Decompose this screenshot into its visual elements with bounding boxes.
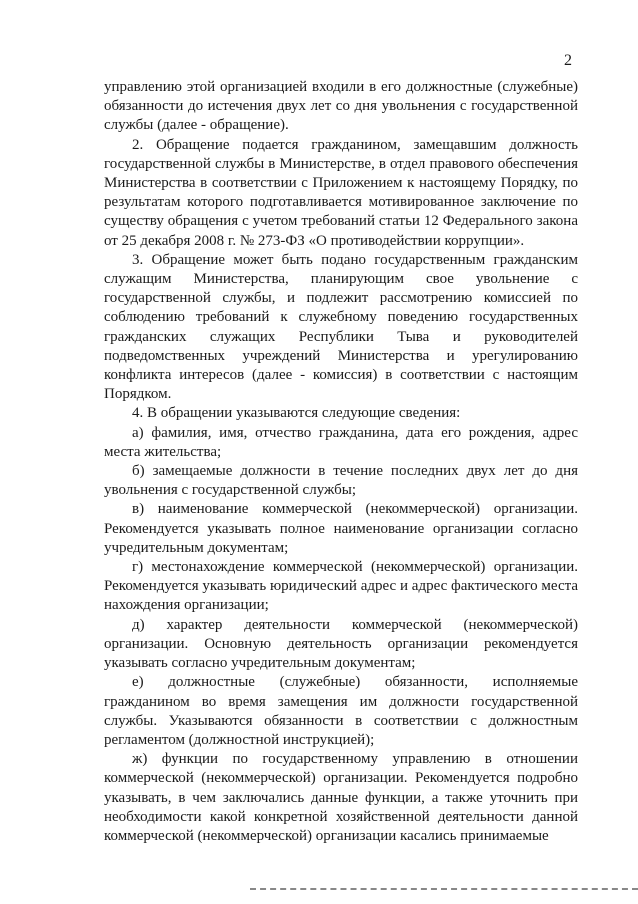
subitem-g: г) местонахождение коммерческой (некоммерческой) организации. Рекомендуется указывать юридический адрес и адрес фактического места нахождения организации; bbox=[104, 559, 578, 614]
page-number: 2 bbox=[564, 52, 572, 69]
document-body bbox=[104, 78, 578, 846]
paragraph-item-3: 3. Обращение может быть подано государственным гражданским служащим Министерства, планирующим свое увольнение с государственной службы, и подлежит рассмотрению комиссией по соблюдению требований к служебному поведению государственных гражданских служащих Республики Тыва и руководителей подведомственных учреждений Министерства и урегулированию конфликта интересов (далее - комиссия) в соответствии с настоящим Порядком. bbox=[104, 251, 578, 403]
subitem-v: в) наименование коммерческой (некоммерческой) организации. Рекомендуется указывать полное наименование организации согласно учредительным документам; bbox=[104, 501, 578, 556]
paragraph-continuation: управлению этой организацией входили в его должностные (служебные) обязанности до истечения двух лет со дня увольнения с государственной службы (далее - обращение). bbox=[104, 79, 578, 134]
paragraph-item-2: 2. Обращение подается гражданином, замещавшим должность государственной службы в Министерстве, в отдел правового обеспечения Министерства в соответствии с Приложением к настоящему Порядку, по результатам которого подготавливается мотивированное заключение по существу обращения с учетом требований статьи 12 Федерального закона от 25 декабря 2008 г. № 273-ФЗ «О противодействии коррупции». bbox=[104, 136, 578, 249]
subitem-zh: ж) функции по государственному управлению в отношении коммерческой (некоммерческой) организации. Рекомендуется подробно указывать, в чем заключались данные функции, а также уточнить при необходимости какой конкретной хозяйственной деятельности данной коммерческой (некоммерческой) организации касались принимаемые bbox=[104, 751, 578, 844]
scan-edge-divider bbox=[250, 888, 638, 892]
paragraph-item-4: 4. В обращении указываются следующие сведения: bbox=[132, 405, 461, 422]
subitem-a: а) фамилия, имя, отчество гражданина, дата его рождения, адрес места жительства; bbox=[104, 424, 578, 460]
subitem-b: б) замещаемые должности в течение последних двух лет до дня увольнения с государственной службы; bbox=[104, 463, 578, 499]
subitem-e: е) должностные (служебные) обязанности, исполняемые гражданином во время замещения им должности государственной службы. Указываются обязанности в соответствии с должностным регламентом (должностной инструкцией); bbox=[104, 674, 578, 748]
subitem-d: д) характер деятельности коммерческой (некоммерческой) организации. Основную деятельность организации рекомендуется указывать согласно учредительным документам; bbox=[104, 616, 578, 672]
